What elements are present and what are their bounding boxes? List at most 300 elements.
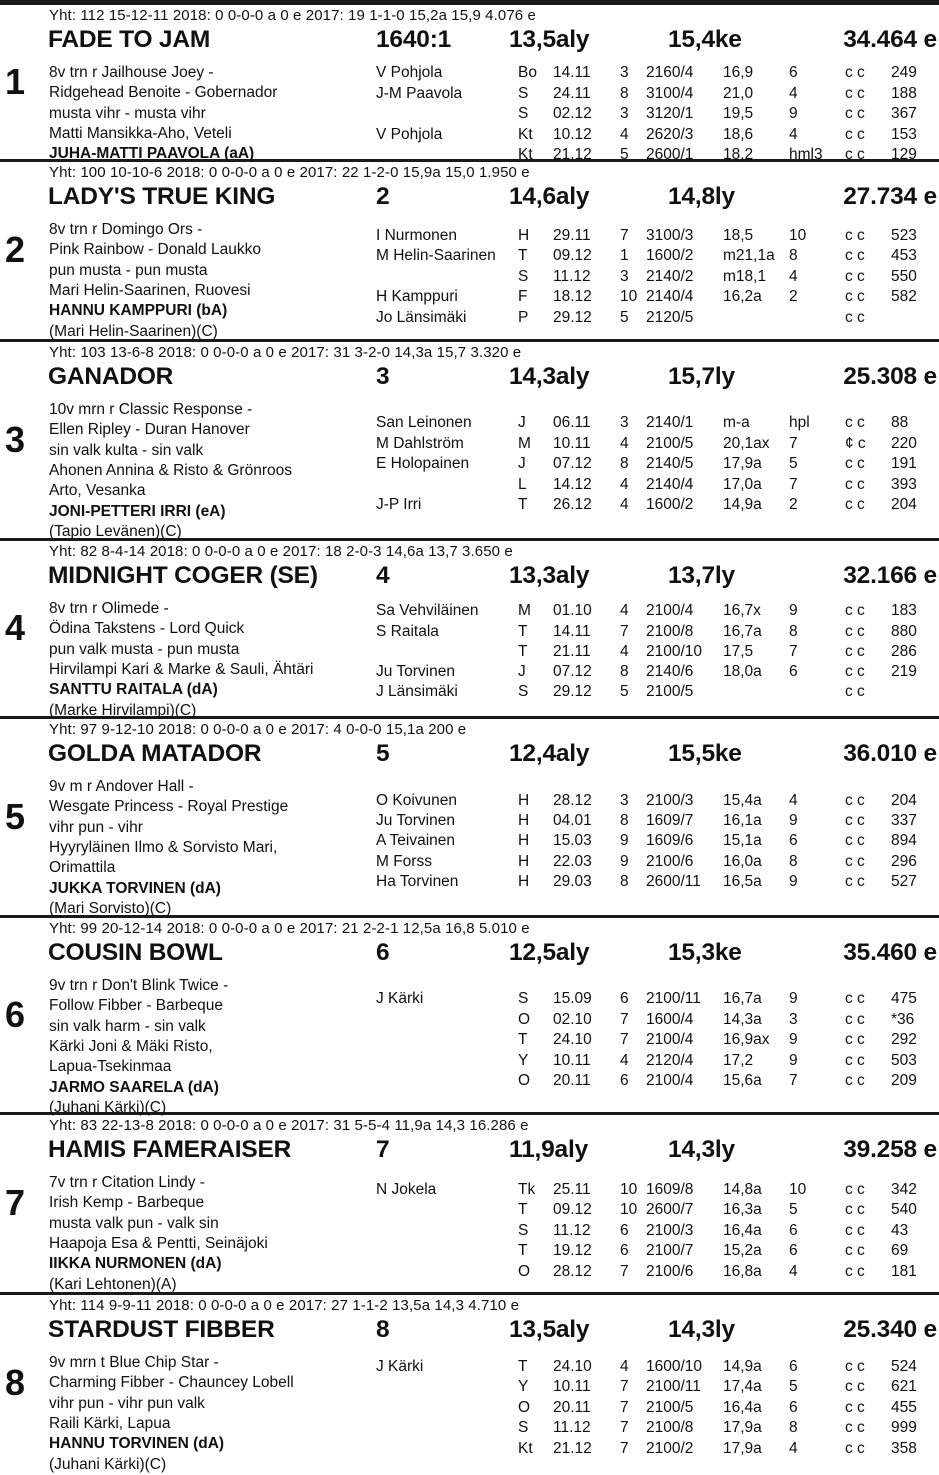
race-driver: V Pohjola [376,126,443,143]
record-autostart: 14,3aly [509,363,590,390]
info-line: 9v m r Andover Hall - [49,778,194,795]
race-driver: J Kärki [376,1358,424,1375]
race-time: 14,8a [723,1181,762,1198]
race-dist: 2120/5 [646,309,694,326]
stats-header: Yht: 114 9-9-11 2018: 0 0-0-0 a 0 e 2017: 27 1-1-2 13,5a 14,3 4.710 e [49,1297,520,1314]
race-track: Y [518,1052,529,1069]
record-secondary: 15,4ke [668,26,742,53]
horse-name: HAMIS FAMERAISER [48,1136,292,1163]
race-odds: 523 [891,227,917,244]
horse-name: MIDNIGHT COGER (SE) [48,562,318,589]
race-track: L [518,476,527,493]
info-line: (Marke Hirvilampi)(C) [49,701,197,719]
race-date: 07.12 [553,455,592,472]
race-odds: 286 [891,643,917,660]
race-dist: 2100/6 [646,853,694,870]
total-earnings: 25.340 e [843,1316,937,1343]
race-track: P [518,309,529,326]
race-shoes: c c [845,1222,865,1239]
record-secondary: 14,8ly [668,183,735,210]
program-number: 3 [4,418,26,460]
race-time: 18,0a [723,663,762,680]
total-earnings: 36.010 e [843,740,937,767]
race-pos: 5 [620,146,629,163]
race-pos: 9 [620,853,629,870]
race-place: hpl [789,414,810,431]
race-date: 24.11 [553,85,591,102]
race-time: 16,2a [723,288,762,305]
race-shoes: c c [845,1031,865,1048]
race-shoes: c c [845,812,865,829]
race-shoes: c c [845,623,865,640]
race-time: 14,9a [723,496,762,513]
race-date: 04.01 [553,812,592,829]
race-shoes: c c [845,663,865,680]
info-line: Irish Kemp - Barbeque [49,1194,205,1212]
race-place: 2 [789,496,798,513]
trainer-name: JARMO SAARELA (dA) [49,1078,219,1096]
race-driver: M Forss [376,853,432,870]
record-secondary: 14,3ly [668,1316,735,1343]
race-time: 16,0a [723,853,762,870]
race-dist: 2140/6 [646,663,694,680]
race-odds: *36 [891,1011,915,1028]
race-time: 16,5a [723,873,762,890]
race-odds: 367 [891,105,917,122]
race-place: 4 [789,126,798,143]
race-track: O [518,1399,531,1416]
info-line: Hirvilampi Kari & Marke & Sauli, Ähtäri [49,660,314,678]
race-place: hml3 [789,146,823,163]
race-date: 10.11 [553,1052,591,1069]
race-pos: 7 [620,1031,629,1048]
race-date: 01.10 [553,602,592,619]
race-date: 21.12 [553,1440,592,1457]
info-line: vihr pun - vihr pun valk [49,1394,205,1412]
race-shoes: c c [845,1263,865,1280]
race-time: 16,4a [723,1222,762,1239]
race-place: 9 [789,1052,798,1069]
race-shoes: c c [845,1201,865,1218]
race-odds: 527 [891,873,917,890]
race-track: H [518,792,530,809]
race-pos: 7 [620,1440,629,1457]
race-time: 18,2 [723,146,754,163]
race-time: m18,1 [723,268,767,285]
race-dist: 2600/1 [646,146,694,163]
race-odds: 540 [891,1201,917,1218]
race-dist: 3120/1 [646,105,694,122]
race-place: 9 [789,873,798,890]
race-pos: 6 [620,990,629,1007]
race-pos: 7 [620,1378,629,1395]
info-line: (Mari Sorvisto)(C) [49,899,172,917]
race-driver: S Raitala [376,623,439,640]
record-secondary: 15,5ke [668,740,742,767]
race-odds: 69 [891,1242,909,1259]
race-odds: 337 [891,812,917,829]
race-place: 7 [789,643,798,660]
race-shoes: c c [845,1440,865,1457]
race-date: 29.12 [553,683,592,700]
race-driver: V Pohjola [376,64,443,81]
race-date: 15.09 [553,990,592,1007]
race-pos: 10 [620,1201,638,1218]
race-pos: 7 [620,1399,629,1416]
race-dist: 2100/4 [646,1072,694,1089]
start-position: 2 [376,183,390,210]
race-place: 2 [789,288,798,305]
race-odds: 393 [891,476,917,493]
race-driver: Ju Torvinen [376,812,455,829]
race-pos: 7 [620,623,629,640]
race-place: 6 [789,832,798,849]
race-time: 16,9 [723,64,754,81]
race-pos: 7 [620,227,629,244]
record-secondary: 15,3ke [668,939,742,966]
program-number: 8 [4,1361,26,1403]
race-pos: 4 [620,476,629,493]
start-position: 1640:1 [376,26,452,53]
race-date: 26.12 [553,496,592,513]
race-dist: 2620/3 [646,126,694,143]
info-line: Pink Rainbow - Donald Laukko [49,241,261,259]
info-line: sin valk harm - sin valk [49,1017,206,1035]
race-odds: 183 [891,602,917,619]
race-odds: 621 [891,1378,917,1395]
race-odds: 342 [891,1181,917,1198]
race-dist: 3100/3 [646,227,694,244]
race-track: J [518,455,526,472]
race-date: 29.03 [553,873,592,890]
horse-entry [0,5,939,162]
record-autostart: 12,5aly [509,939,590,966]
race-shoes: c c [845,496,865,513]
trainer-name: SANTTU RAITALA (dA) [49,681,218,699]
race-date: 21.12 [553,146,592,163]
info-line: 7v trn r Citation Lindy - [49,1174,205,1191]
info-line: 9v trn r Don't Blink Twice - [49,977,229,994]
race-time: 16,8a [723,1263,762,1280]
race-dist: 2100/8 [646,623,694,640]
race-odds: 292 [891,1031,917,1048]
race-shoes: c c [845,1011,865,1028]
race-dist: 2100/5 [646,683,694,700]
race-odds: 188 [891,85,917,102]
race-date: 28.12 [553,792,592,809]
race-driver: M Dahlström [376,435,464,452]
race-place: 4 [789,1440,798,1457]
race-pos: 5 [620,309,629,326]
race-time: 16,1a [723,812,762,829]
race-shoes: c c [845,643,865,660]
record-autostart: 11,9aly [509,1136,588,1163]
race-odds: 219 [891,663,917,680]
race-shoes: c c [845,1072,865,1089]
race-date: 19.12 [553,1242,592,1259]
info-line: pun musta - pun musta [49,261,208,279]
race-date: 24.10 [553,1031,592,1048]
race-date: 14.11 [553,623,591,640]
start-position: 3 [376,363,390,390]
info-line: sin valk kulta - sin valk [49,441,204,459]
race-odds: 894 [891,832,917,849]
race-dist: 1600/2 [646,247,694,264]
race-time: 17,4a [723,1378,762,1395]
stats-header: Yht: 83 22-13-8 2018: 0 0-0-0 a 0 e 2017: 31 5-5-4 11,9a 14,3 16.286 e [49,1117,529,1134]
race-pos: 4 [620,496,629,513]
race-dist: 2140/2 [646,268,694,285]
race-place: 9 [789,602,798,619]
race-time: m21,1a [723,247,775,264]
horse-name: GANADOR [48,363,174,390]
race-place: 3 [789,1011,798,1028]
race-track: T [518,496,528,513]
race-pos: 8 [620,873,629,890]
race-pos: 6 [620,1072,629,1089]
race-odds: 503 [891,1052,917,1069]
race-shoes: c c [845,1419,865,1436]
race-shoes: c c [845,85,865,102]
race-track: Kt [518,1440,533,1457]
record-secondary: 15,7ly [668,363,735,390]
race-time: 17,9a [723,1440,762,1457]
race-dist: 2600/11 [646,873,701,890]
race-time: 15,4a [723,792,762,809]
race-odds: 453 [891,247,917,264]
race-place: 4 [789,85,798,102]
horse-name: FADE TO JAM [48,26,211,53]
info-line: Charming Fibber - Chauncey Lobell [49,1374,294,1392]
info-line: Ellen Ripley - Duran Hanover [49,421,250,439]
race-track: T [518,643,528,660]
race-track: Kt [518,146,533,163]
race-odds: 880 [891,623,917,640]
record-autostart: 12,4aly [509,740,590,767]
race-place: 8 [789,853,798,870]
race-dist: 1600/2 [646,496,694,513]
race-track: T [518,1242,528,1259]
race-odds: 999 [891,1419,917,1436]
trainer-name: JUKKA TORVINEN (dA) [49,879,221,897]
trainer-name: HANNU KAMPPURI (bA) [49,302,228,320]
trainer-name: IIKKA NURMONEN (dA) [49,1255,222,1273]
race-place: 7 [789,476,798,493]
race-time: 16,3a [723,1201,762,1218]
race-pos: 8 [620,812,629,829]
race-time: 21,0 [723,85,754,102]
race-date: 02.12 [553,105,592,122]
race-time: 16,7a [723,623,762,640]
race-odds: 153 [891,126,917,143]
race-dist: 2100/6 [646,1263,694,1280]
race-place: 5 [789,1378,798,1395]
race-track: S [518,990,529,1007]
race-date: 22.03 [553,853,592,870]
record-autostart: 13,5aly [509,26,590,53]
race-shoes: c c [845,792,865,809]
race-date: 14.12 [553,476,592,493]
race-dist: 1609/6 [646,832,694,849]
race-time: 15,6a [723,1072,762,1089]
race-time: 15,1a [723,832,762,849]
race-track: T [518,1031,528,1048]
race-time: 16,9ax [723,1031,770,1048]
race-dist: 2120/4 [646,1052,694,1069]
race-dist: 2600/7 [646,1201,694,1218]
race-driver: J Länsimäki [376,683,458,700]
race-shoes: c c [845,990,865,1007]
race-dist: 2100/10 [646,643,703,660]
race-place: 6 [789,1222,798,1239]
race-pos: 1 [620,247,629,264]
race-dist: 1609/8 [646,1181,694,1198]
race-date: 14.11 [553,64,591,81]
race-track: S [518,683,529,700]
race-driver: Jo Länsimäki [376,309,467,326]
info-line: Haapoja Esa & Pentti, Seinäjoki [49,1234,268,1252]
race-place: 9 [789,1031,798,1048]
program-number: 7 [4,1182,26,1223]
race-time: 14,3a [723,1011,762,1028]
race-track: F [518,288,528,305]
race-date: 29.12 [553,309,592,326]
race-dist: 2100/11 [646,1378,701,1395]
race-driver: O Koivunen [376,792,457,809]
race-dist: 2140/1 [646,414,694,431]
race-odds: 129 [891,146,917,163]
start-position: 6 [376,939,390,966]
race-time: 18,6 [723,126,754,143]
info-line: Lapua-Tsekinmaa [49,1058,172,1076]
race-track: S [518,1419,529,1436]
race-dist: 2100/3 [646,792,694,809]
race-date: 07.12 [553,663,592,680]
race-time: 17,2 [723,1052,754,1069]
race-shoes: c c [845,1358,865,1375]
race-pos: 8 [620,663,629,680]
race-dist: 2140/4 [646,288,694,305]
horse-name: COUSIN BOWL [48,939,223,966]
total-earnings: 32.166 e [843,562,937,589]
race-driver: J-P Irri [376,496,422,513]
race-date: 20.11 [553,1072,591,1089]
race-driver: N Jokela [376,1181,437,1198]
race-odds: 550 [891,268,917,285]
info-line: Ahonen Annina & Risto & Grönroos [49,461,292,479]
race-driver: H Kamppuri [376,288,458,305]
race-pos: 6 [620,1242,629,1259]
stats-header: Yht: 100 10-10-6 2018: 0 0-0-0 a 0 e 2017: 22 1-2-0 15,9a 15,0 1.950 e [49,164,530,181]
race-dist: 2140/4 [646,476,694,493]
race-dist: 1600/4 [646,1011,694,1028]
race-odds: 249 [891,64,917,81]
race-date: 20.11 [553,1399,591,1416]
race-place: 8 [789,247,798,264]
race-shoes: c c [845,309,865,326]
race-date: 15.03 [553,832,592,849]
race-driver: Sa Vehviläinen [376,602,479,619]
race-date: 10.11 [553,435,591,452]
start-position: 5 [376,740,390,767]
race-dist: 2100/4 [646,602,694,619]
race-place: 8 [789,1419,798,1436]
info-line: Kärki Joni & Mäki Risto, [49,1037,213,1055]
race-place: 6 [789,1242,798,1259]
race-track: O [518,1072,531,1089]
race-date: 11.12 [553,1419,591,1436]
race-date: 11.12 [553,268,591,285]
race-shoes: c c [845,832,865,849]
race-shoes: c c [845,146,865,163]
race-odds: 475 [891,990,917,1007]
info-line: (Juhani Kärki)(C) [49,1098,167,1116]
info-line: Raili Kärki, Lapua [49,1414,171,1432]
stats-header: Yht: 99 20-12-14 2018: 0 0-0-0 a 0 e 2017: 21 2-2-1 12,5a 16,8 5.010 e [49,920,530,937]
race-place: 6 [789,1358,798,1375]
race-time: 16,7a [723,990,762,1007]
race-pos: 7 [620,1011,629,1028]
race-driver: Ha Torvinen [376,873,459,890]
race-dist: 2100/8 [646,1419,694,1436]
race-place: 4 [789,268,798,285]
info-line: 8v trn r Domingo Ors - [49,221,203,238]
race-odds: 204 [891,792,917,809]
race-place: 6 [789,1399,798,1416]
program-number: 6 [4,993,26,1035]
race-odds: 209 [891,1072,917,1089]
record-autostart: 13,5aly [509,1316,590,1343]
race-pos: 6 [620,1222,629,1239]
info-line: Arto, Vesanka [49,482,146,500]
info-line: Orimattila [49,859,116,877]
info-line: Mari Helin-Saarinen, Ruovesi [49,281,251,299]
race-date: 24.10 [553,1358,592,1375]
race-driver: J-M Paavola [376,85,463,102]
race-dist: 2100/11 [646,990,701,1007]
record-secondary: 13,7ly [668,562,735,589]
trainer-name: JONI-PETTERI IRRI (eA) [49,502,226,520]
race-dist: 2100/7 [646,1242,694,1259]
race-track: Y [518,1378,529,1395]
trainer-name: HANNU TORVINEN (dA) [49,1435,225,1453]
program-number: 4 [4,607,26,648]
race-pos: 4 [620,1052,629,1069]
race-odds: 524 [891,1358,917,1375]
race-date: 10.11 [553,1378,591,1395]
race-date: 02.10 [553,1011,592,1028]
race-place: 4 [789,792,798,809]
race-shoes: c c [845,268,865,285]
race-dist: 3100/4 [646,85,694,102]
race-date: 25.11 [553,1181,591,1198]
horse-name: STARDUST FIBBER [48,1316,275,1343]
race-track: S [518,268,529,285]
program-number: 1 [4,60,26,102]
race-pos: 7 [620,1263,629,1280]
race-shoes: c c [845,247,865,264]
total-earnings: 39.258 e [843,1136,937,1163]
race-place: 7 [789,1072,798,1089]
info-line: (Tapio Levänen)(C) [49,522,182,540]
race-pos: 3 [620,105,629,122]
stats-header: Yht: 97 9-12-10 2018: 0 0-0-0 a 0 e 2017: 4 0-0-0 15,1a 200 e [49,721,467,738]
race-shoes: c c [845,1242,865,1259]
race-shoes: c c [845,414,865,431]
race-pos: 4 [620,126,629,143]
race-track: J [518,663,526,680]
race-date: 18.12 [553,288,592,305]
